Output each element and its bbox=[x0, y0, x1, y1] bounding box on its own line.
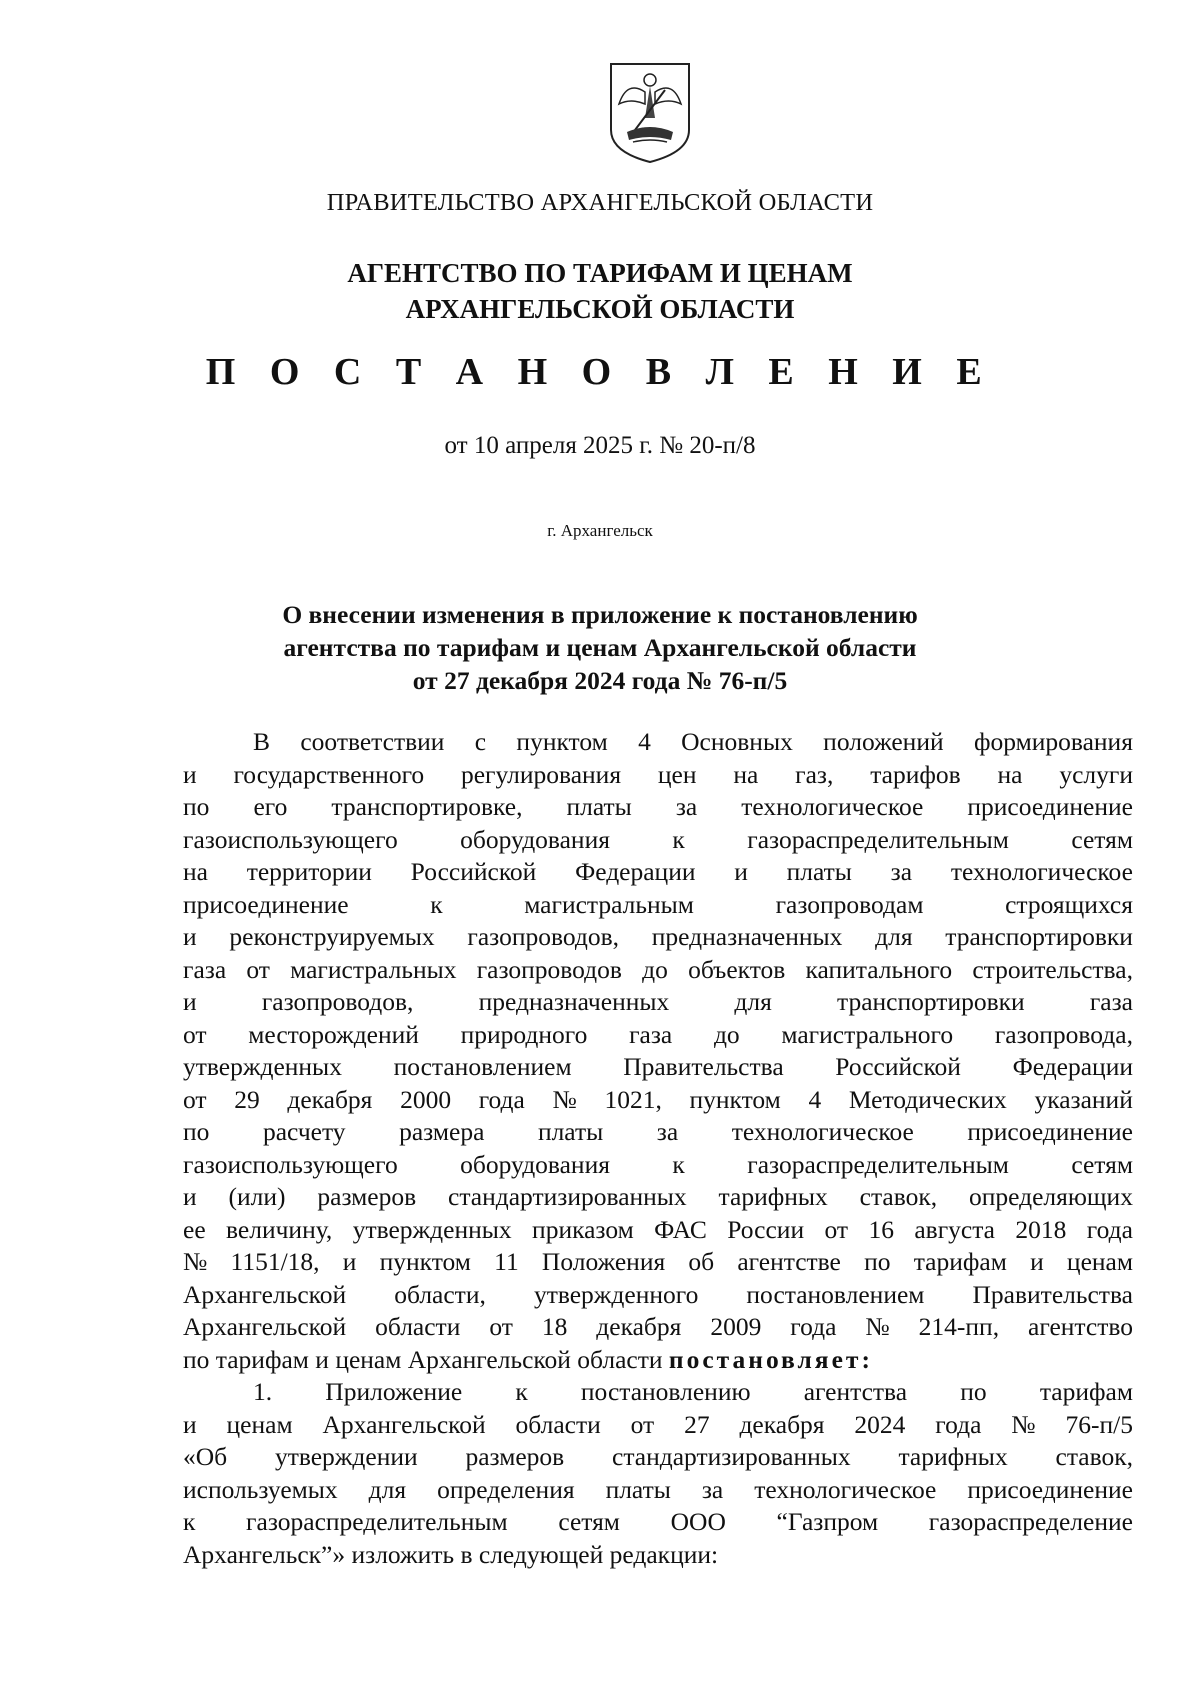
word: государственного bbox=[233, 759, 425, 789]
word: определяющих bbox=[968, 1182, 1133, 1211]
word: и bbox=[183, 759, 197, 789]
word: присоединение bbox=[967, 1474, 1133, 1504]
word: постановлению bbox=[580, 1377, 751, 1406]
word: ее bbox=[183, 1214, 206, 1244]
subject-line: О внесении изменения в приложение к постановлению bbox=[282, 600, 918, 629]
word: объектов bbox=[688, 954, 786, 984]
word: Приложение bbox=[325, 1377, 463, 1406]
word: 76-п/5 bbox=[1065, 1409, 1133, 1439]
word: 214-пп, bbox=[918, 1312, 1000, 1341]
word: к bbox=[672, 824, 685, 854]
word: постановлением bbox=[746, 1279, 925, 1309]
word: газоиспользующего bbox=[183, 1149, 398, 1179]
word: приказом bbox=[532, 1214, 634, 1244]
word: России bbox=[727, 1214, 805, 1244]
word: 2009 bbox=[710, 1312, 762, 1341]
word: от bbox=[824, 1214, 849, 1244]
word: тарифам bbox=[913, 1247, 1007, 1276]
word: области bbox=[515, 1409, 601, 1439]
word: газа bbox=[629, 1019, 673, 1049]
word: для bbox=[875, 922, 913, 951]
word: за bbox=[656, 1117, 679, 1146]
word: № bbox=[552, 1084, 577, 1114]
word: Правительства bbox=[972, 1279, 1133, 1309]
word: до bbox=[642, 954, 668, 984]
word: регулирования bbox=[460, 759, 622, 789]
word: 1151/18, bbox=[230, 1247, 320, 1276]
text-line bbox=[183, 1506, 1133, 1539]
word: (или) bbox=[228, 1182, 286, 1211]
word: декабря bbox=[287, 1084, 373, 1114]
text-line bbox=[183, 1019, 1133, 1052]
word: Положения bbox=[541, 1247, 666, 1276]
word: и bbox=[183, 987, 197, 1016]
word: транспортировке, bbox=[331, 792, 523, 821]
word: утверждении bbox=[274, 1442, 418, 1471]
word: присоединение bbox=[183, 889, 349, 919]
word: строительства, bbox=[972, 954, 1133, 984]
word: тарифов bbox=[870, 759, 961, 789]
word: платы bbox=[605, 1474, 671, 1504]
word: стандартизированных bbox=[448, 1182, 687, 1211]
subject-line: агентства по тарифам и ценам Архангельской области bbox=[283, 633, 917, 662]
word: газораспределительным bbox=[747, 1149, 1009, 1179]
word: ООО bbox=[670, 1507, 726, 1536]
word: на bbox=[997, 759, 1023, 789]
word: к bbox=[672, 1149, 685, 1179]
word: 2018 bbox=[1015, 1214, 1067, 1244]
word: 4 bbox=[808, 1084, 822, 1114]
word: от bbox=[630, 1409, 655, 1439]
word: используемых bbox=[183, 1474, 338, 1504]
word: к bbox=[430, 889, 443, 919]
word: от bbox=[489, 1312, 513, 1341]
word: по bbox=[183, 1117, 210, 1146]
word: по bbox=[864, 1247, 891, 1276]
text-line bbox=[183, 1051, 1133, 1084]
item-1-paragraph bbox=[183, 1376, 1133, 1539]
word: тарифам bbox=[1039, 1377, 1133, 1406]
subject-line: от 27 декабря 2024 года № 76-п/5 bbox=[412, 666, 788, 695]
word: предназначенных bbox=[478, 987, 670, 1016]
resolves-keyword: постановляет: bbox=[668, 1344, 873, 1374]
word: № bbox=[1011, 1409, 1036, 1439]
word: агентства bbox=[803, 1377, 908, 1406]
word: газоиспользующего bbox=[183, 824, 398, 854]
word: года bbox=[478, 1084, 525, 1114]
word: области bbox=[375, 1312, 461, 1341]
word: газопроводов bbox=[476, 954, 622, 984]
word: услуги bbox=[1059, 759, 1133, 789]
text-line bbox=[183, 889, 1133, 922]
government-name: ПРАВИТЕЛЬСТВО АРХАНГЕЛЬСКОЙ ОБЛАСТИ bbox=[326, 189, 874, 216]
word: и bbox=[183, 922, 197, 951]
word: от bbox=[183, 1019, 207, 1049]
word: присоединение bbox=[967, 792, 1133, 821]
text-line bbox=[183, 1116, 1133, 1149]
word: декабря bbox=[596, 1312, 682, 1341]
word: технологическое bbox=[950, 857, 1133, 886]
document-body bbox=[183, 726, 1133, 1571]
text-line bbox=[183, 1181, 1133, 1214]
text-line bbox=[183, 921, 1133, 954]
word: 16 bbox=[868, 1214, 894, 1244]
word: сетям bbox=[1071, 824, 1133, 854]
word: газопроводам bbox=[775, 889, 924, 919]
word: к bbox=[183, 1507, 196, 1536]
word: для bbox=[368, 1474, 407, 1504]
word: размеров bbox=[465, 1442, 565, 1471]
word: месторождений bbox=[248, 1019, 419, 1049]
word: Правительства bbox=[623, 1052, 784, 1081]
word: Архангельской bbox=[183, 1279, 347, 1309]
word: и bbox=[734, 857, 748, 886]
word: предназначенных bbox=[651, 922, 843, 951]
word: по bbox=[183, 792, 210, 821]
word: Российской bbox=[835, 1052, 961, 1081]
word: транспортировки bbox=[945, 922, 1133, 951]
word: магистральным bbox=[524, 889, 694, 919]
decree-date-number: от 10 апреля 2025 г. № 20-п/8 bbox=[444, 432, 756, 459]
text-line bbox=[183, 1441, 1133, 1474]
word: Федерации bbox=[575, 857, 696, 886]
word: и bbox=[342, 1247, 357, 1276]
word: ценам bbox=[1066, 1247, 1133, 1276]
word: оборудования bbox=[460, 1149, 610, 1179]
item-1-last-line: Архангельск”» изложить в следующей редакции: bbox=[183, 1539, 719, 1569]
word: природного bbox=[460, 1019, 588, 1049]
word: Архангельской bbox=[322, 1409, 486, 1439]
word: года bbox=[790, 1312, 837, 1341]
text-line bbox=[183, 791, 1133, 824]
preamble-last-line-text: по тарифам и ценам Архангельской области bbox=[183, 1344, 669, 1374]
preamble-paragraph bbox=[183, 726, 1133, 1344]
word: ставок, bbox=[859, 1182, 938, 1211]
word: реконструируемых bbox=[229, 922, 435, 951]
word: газопровода, bbox=[994, 1019, 1133, 1049]
word: сетям bbox=[558, 1507, 620, 1536]
word: ставок, bbox=[1055, 1442, 1133, 1471]
text-line bbox=[183, 759, 1133, 792]
agency-name-line-1: АГЕНТСТВО ПО ТАРИФАМ И ЦЕНАМ bbox=[347, 258, 853, 288]
coat-of-arms-archangel-icon bbox=[605, 60, 695, 164]
word: на bbox=[733, 759, 759, 789]
word: технологическое bbox=[731, 1117, 914, 1146]
word: и bbox=[183, 1409, 197, 1439]
word: № bbox=[183, 1247, 208, 1276]
word: платы bbox=[537, 1117, 604, 1146]
text-line bbox=[183, 1214, 1133, 1247]
word: утвержденного bbox=[533, 1279, 699, 1309]
word: пунктом bbox=[516, 727, 608, 756]
word: до bbox=[713, 1019, 740, 1049]
word: ценам bbox=[226, 1409, 293, 1439]
word: его bbox=[253, 792, 288, 821]
word: и bbox=[1030, 1247, 1044, 1276]
word: на bbox=[183, 857, 208, 886]
word: агентство bbox=[1028, 1312, 1133, 1341]
word: газ, bbox=[795, 759, 834, 789]
word: года bbox=[1086, 1214, 1133, 1244]
word: тарифных bbox=[718, 1182, 828, 1211]
word: положений bbox=[823, 727, 944, 756]
word: от bbox=[183, 1084, 207, 1114]
word: утвержденных bbox=[183, 1052, 342, 1081]
word: тарифных bbox=[898, 1442, 1008, 1471]
word: «Об bbox=[183, 1442, 228, 1471]
text-line bbox=[183, 726, 1133, 759]
word: сетям bbox=[1071, 1149, 1133, 1179]
word: августа bbox=[914, 1214, 996, 1244]
decree-city: г. Архангельск bbox=[547, 521, 653, 540]
word: 1021, bbox=[604, 1084, 662, 1114]
word: от bbox=[246, 954, 270, 984]
text-line bbox=[183, 1311, 1133, 1344]
word: газа bbox=[183, 954, 227, 984]
agency-name-line-2: АРХАНГЕЛЬСКОЙ ОБЛАСТИ bbox=[405, 294, 795, 324]
word: газораспределительным bbox=[747, 824, 1009, 854]
word: оборудования bbox=[460, 824, 610, 854]
word: года bbox=[935, 1409, 982, 1439]
text-line bbox=[183, 1279, 1133, 1312]
word: 18 bbox=[541, 1312, 568, 1341]
word: газораспределение bbox=[928, 1507, 1133, 1536]
decree-subject bbox=[0, 598, 1200, 697]
word: указаний bbox=[1034, 1084, 1133, 1114]
word: капитального bbox=[805, 954, 953, 984]
word: Методических bbox=[848, 1084, 1007, 1114]
word: 2024 bbox=[854, 1409, 906, 1439]
word: для bbox=[734, 987, 772, 1016]
word: стандартизированных bbox=[612, 1442, 851, 1471]
word: и bbox=[183, 1182, 197, 1211]
word: определения bbox=[437, 1474, 575, 1504]
word: газораспределительным bbox=[246, 1507, 508, 1536]
word: технологическое bbox=[754, 1474, 937, 1504]
word: 29 bbox=[234, 1084, 260, 1114]
text-line bbox=[183, 1474, 1133, 1507]
word: пунктом bbox=[689, 1084, 781, 1114]
word: Федерации bbox=[1012, 1052, 1133, 1081]
word: Российской bbox=[410, 857, 537, 886]
word: размеров bbox=[317, 1182, 417, 1211]
text-line bbox=[183, 856, 1133, 889]
word: декабря bbox=[739, 1409, 825, 1439]
word: с bbox=[474, 727, 487, 756]
word: магистрального bbox=[781, 1019, 954, 1049]
word: 4 bbox=[638, 727, 651, 756]
word: 27 bbox=[684, 1409, 710, 1439]
text-line bbox=[183, 824, 1133, 857]
text-line bbox=[183, 1084, 1133, 1117]
text-line bbox=[183, 986, 1133, 1019]
text-line bbox=[183, 1246, 1133, 1279]
word: за bbox=[890, 857, 913, 886]
word: присоединение bbox=[967, 1117, 1133, 1146]
word: Основных bbox=[681, 727, 793, 756]
word: цен bbox=[657, 759, 697, 789]
text-line bbox=[183, 1149, 1133, 1182]
word: магистральных bbox=[290, 954, 457, 984]
word: области, bbox=[394, 1279, 486, 1309]
word: платы bbox=[786, 857, 852, 886]
word: формирования bbox=[973, 727, 1133, 756]
word: платы bbox=[566, 792, 632, 821]
word: ФАС bbox=[654, 1214, 707, 1244]
word: В bbox=[253, 727, 271, 756]
word: 1. bbox=[253, 1377, 273, 1406]
word: 2000 bbox=[400, 1084, 452, 1114]
word: 11 bbox=[494, 1247, 519, 1276]
word: расчету bbox=[262, 1117, 346, 1146]
word: территории bbox=[246, 857, 372, 886]
word: Архангельской bbox=[183, 1312, 347, 1341]
word: соответствии bbox=[300, 727, 445, 756]
word: размера bbox=[399, 1117, 485, 1146]
text-line bbox=[183, 1376, 1133, 1409]
word: технологическое bbox=[741, 792, 924, 821]
word: по bbox=[960, 1377, 987, 1406]
preamble-last-line bbox=[183, 1344, 1133, 1377]
word: пунктом bbox=[379, 1247, 471, 1276]
word: строящихся bbox=[1005, 889, 1133, 919]
agency-name bbox=[0, 255, 1200, 327]
word: за bbox=[675, 792, 698, 821]
document-type-title: П О С Т А Н О В Л Е Н И Е bbox=[205, 351, 995, 393]
text-line bbox=[183, 1409, 1133, 1442]
word: величину, bbox=[226, 1214, 333, 1244]
word: об bbox=[688, 1247, 715, 1276]
word: № bbox=[865, 1312, 890, 1341]
word: “Газпром bbox=[776, 1507, 879, 1536]
word: постановлением bbox=[393, 1052, 572, 1081]
text-line bbox=[183, 954, 1133, 987]
word: агентстве bbox=[737, 1247, 841, 1276]
word: за bbox=[701, 1474, 724, 1504]
word: газопроводов, bbox=[261, 987, 414, 1016]
word: газопроводов, bbox=[467, 922, 620, 951]
word: к bbox=[515, 1377, 528, 1406]
word: газа bbox=[1089, 987, 1133, 1016]
word: транспортировки bbox=[837, 987, 1025, 1016]
word: утвержденных bbox=[352, 1214, 512, 1244]
